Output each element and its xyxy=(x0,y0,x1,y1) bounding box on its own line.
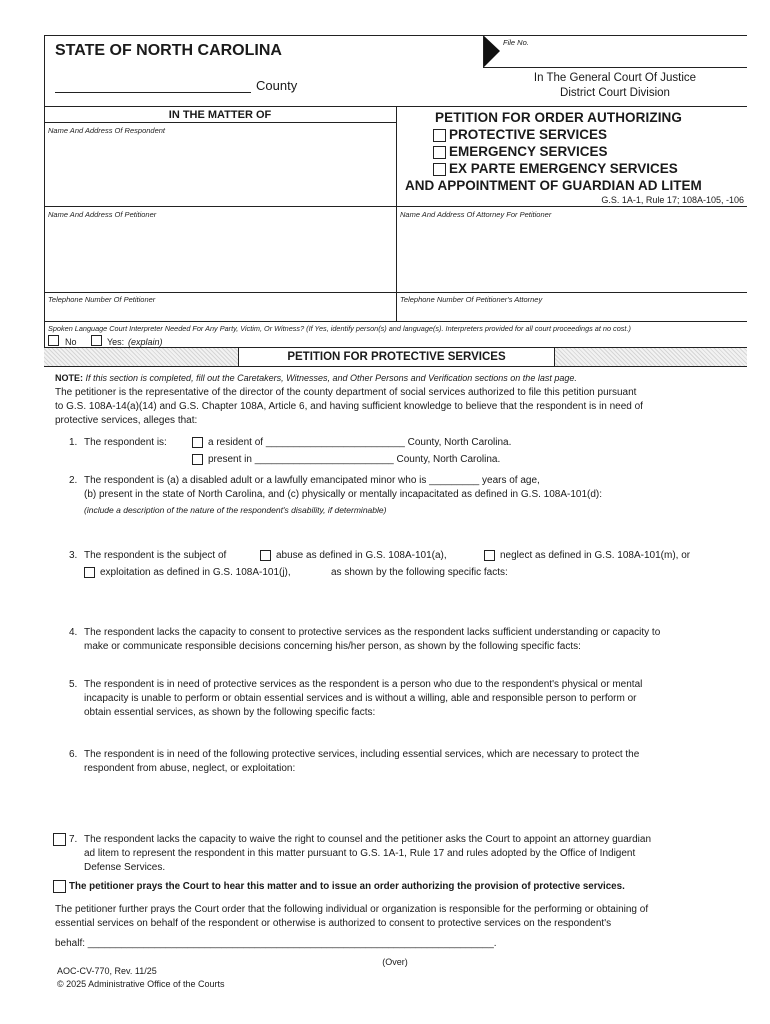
exploitation-checkbox[interactable] xyxy=(84,567,95,578)
prayer-line-1: The petitioner further prays the Court order that the following individual or organization is responsible for the performing or obtaining of xyxy=(55,904,649,915)
present-in-label: present in _________________________ County, North Carolina. xyxy=(208,454,501,465)
item-2-line-2: (b) present in the state of North Carolina, and (c) physically or mentally incapacitated as defined in G.S. 108A-101(d): xyxy=(84,489,603,500)
section-heading: PETITION FOR PROTECTIVE SERVICES xyxy=(287,351,506,363)
attorney-field[interactable] xyxy=(400,221,744,289)
county-field[interactable] xyxy=(55,76,251,92)
resident-of-label: a resident of _________________________ County, North Carolina. xyxy=(208,437,512,448)
copyright: © 2025 Administrative Office of the Courts xyxy=(57,979,225,989)
item-2-field[interactable] xyxy=(84,518,734,546)
item-5-line-1: The respondent is in need of protective services as the respondent is a person who due to the respondent's physical or mental xyxy=(84,679,643,690)
note-label: NOTE: xyxy=(55,373,83,383)
prayer-line-2: essential services on behalf of the respondent or otherwise is authorized to consent to protective services on the respondent's xyxy=(55,918,612,929)
interpreter-yes-label: Yes: xyxy=(107,337,125,347)
neglect-checkbox[interactable] xyxy=(484,550,495,561)
item-7-line-2: ad litem to represent the respondent in this matter pursuant to G.S. 1A-1, Rule 17 and rules adopted by the Office of Indigent xyxy=(84,848,636,859)
attorney-label: Name And Address Of Attorney For Petitioner xyxy=(400,210,552,219)
item-2-number: 2. xyxy=(69,475,78,486)
item-6-field[interactable] xyxy=(84,778,734,828)
petition-title-line1: PETITION FOR ORDER AUTHORIZING xyxy=(435,110,682,125)
item-3-number: 3. xyxy=(69,550,78,561)
petitioner-field[interactable] xyxy=(48,221,392,289)
file-no-label: File No. xyxy=(503,38,529,47)
interpreter-no-checkbox[interactable] xyxy=(48,335,59,346)
respondent-label: Name And Address Of Respondent xyxy=(48,126,166,135)
item-4-number: 4. xyxy=(69,627,78,638)
item-6-number: 6. xyxy=(69,749,78,760)
option-emergency-services: EMERGENCY SERVICES xyxy=(449,144,608,159)
tel-attorney-label: Telephone Number Of Petitioner's Attorney xyxy=(400,295,543,304)
option-protective-services: PROTECTIVE SERVICES xyxy=(449,127,608,142)
protective-services-checkbox[interactable] xyxy=(433,129,446,142)
item-6-line-2: respondent from abuse, neglect, or exploitation: xyxy=(84,763,296,774)
emergency-services-checkbox[interactable] xyxy=(433,146,446,159)
interpreter-no-label: No xyxy=(65,337,77,347)
ex-parte-checkbox[interactable] xyxy=(433,163,446,176)
item-4-line-1: The respondent lacks the capacity to consent to protective services as the respondent lacks sufficient understanding or capacity to xyxy=(84,627,661,638)
item-1-text: The respondent is: xyxy=(84,437,167,448)
resident-of-checkbox[interactable] xyxy=(192,437,203,448)
item-5-field[interactable] xyxy=(84,722,734,746)
petition-title-line5: AND APPOINTMENT OF GUARDIAN AD LITEM xyxy=(405,178,702,193)
prayer-line-3: behalf: _________________________________________________________________________. xyxy=(55,938,497,949)
abuse-checkbox[interactable] xyxy=(260,550,271,561)
file-no-field[interactable] xyxy=(500,48,745,66)
tel-attorney-field[interactable] xyxy=(400,305,744,321)
neglect-label: neglect as defined in G.S. 108A-101(m), or xyxy=(500,550,691,561)
over-label: (Over) xyxy=(382,957,408,967)
item-7-line-3: Defense Services. xyxy=(84,862,166,873)
item-3-tail: as shown by the following specific facts: xyxy=(331,567,508,578)
responsible-party-field[interactable] xyxy=(90,935,515,949)
statutes-reference: G.S. 1A-1, Rule 17; 108A-105, -106 xyxy=(601,195,744,205)
item-5-line-2: incapacity is unable to perform or obtain essential services and is without a willing, able and responsible person to perform or xyxy=(84,693,637,704)
intro-line-3: protective services, alleges that: xyxy=(55,415,198,426)
court-line-2: District Court Division xyxy=(560,87,670,99)
item-1-number: 1. xyxy=(69,437,78,448)
state-title: STATE OF NORTH CAROLINA xyxy=(55,42,282,59)
form-number: AOC-CV-770, Rev. 11/25 xyxy=(57,966,157,976)
note xyxy=(55,373,577,383)
court-line-1: In The General Court Of Justice xyxy=(533,72,697,84)
prayer-bold: The petitioner prays the Court to hear this matter and to issue an order authorizing the provision of protective services. xyxy=(69,881,625,892)
matter-heading: IN THE MATTER OF xyxy=(168,109,272,121)
interpreter-question: Spoken Language Court Interpreter Needed For Any Party, Victim, Or Witness? (If Yes, identify person(s) and language(s). Interpreters provided for all court proceedings at no cost.) xyxy=(48,324,631,333)
intro-line-2: to G.S. 108A-14(a)(14) and G.S. Chapter 108A, Article 6, and having sufficient knowledge to believe that the respondent is in need of xyxy=(55,401,643,412)
interpreter-yes-checkbox[interactable] xyxy=(91,335,102,346)
file-no-marker-icon xyxy=(482,35,502,69)
item-3-text: The respondent is the subject of xyxy=(84,550,227,561)
tel-petitioner-field[interactable] xyxy=(48,305,392,321)
item-4-field[interactable] xyxy=(84,656,734,676)
petitioner-label: Name And Address Of Petitioner xyxy=(48,210,157,219)
interpreter-explain-label: (explain) xyxy=(128,337,163,347)
prayer-checkbox[interactable] xyxy=(53,880,66,893)
note-text: If this section is completed, fill out the Caretakers, Witnesses, and Other Persons and Verification sections on the last page. xyxy=(85,373,577,383)
item-7-line-1: The respondent lacks the capacity to waive the right to counsel and the petitioner asks the Court to appoint an attorney guardian xyxy=(84,834,652,845)
intro-line-1: The petitioner is the representative of the director of the county department of social services authorized to file this petition pursuant xyxy=(55,387,637,398)
item-7-checkbox[interactable] xyxy=(53,833,66,846)
abuse-label: abuse as defined in G.S. 108A-101(a), xyxy=(276,550,447,561)
respondent-field[interactable] xyxy=(48,137,392,203)
item-2-line-3: (include a description of the nature of the respondent's disability, if determinable) xyxy=(84,505,387,515)
option-ex-parte: EX PARTE EMERGENCY SERVICES xyxy=(449,161,678,176)
item-2-line-1: The respondent is (a) a disabled adult or a lawfully emancipated minor who is _________ years of age, xyxy=(84,475,540,486)
exploitation-label: exploitation as defined in G.S. 108A-101(j), xyxy=(100,567,291,578)
item-4-line-2: make or communicate responsible decisions concerning his/her person, as shown by the following specific facts: xyxy=(84,641,581,652)
present-in-checkbox[interactable] xyxy=(192,454,203,465)
item-3-field[interactable] xyxy=(84,582,734,622)
tel-petitioner-label: Telephone Number Of Petitioner xyxy=(48,295,156,304)
county-label: County xyxy=(256,78,298,93)
item-7-number: 7. xyxy=(69,834,78,845)
item-5-number: 5. xyxy=(69,679,78,690)
item-6-line-1: The respondent is in need of the following protective services, including essential services, which are necessary to protect the xyxy=(84,749,640,760)
item-5-line-3: obtain essential services, as shown by the following specific facts: xyxy=(84,707,376,718)
